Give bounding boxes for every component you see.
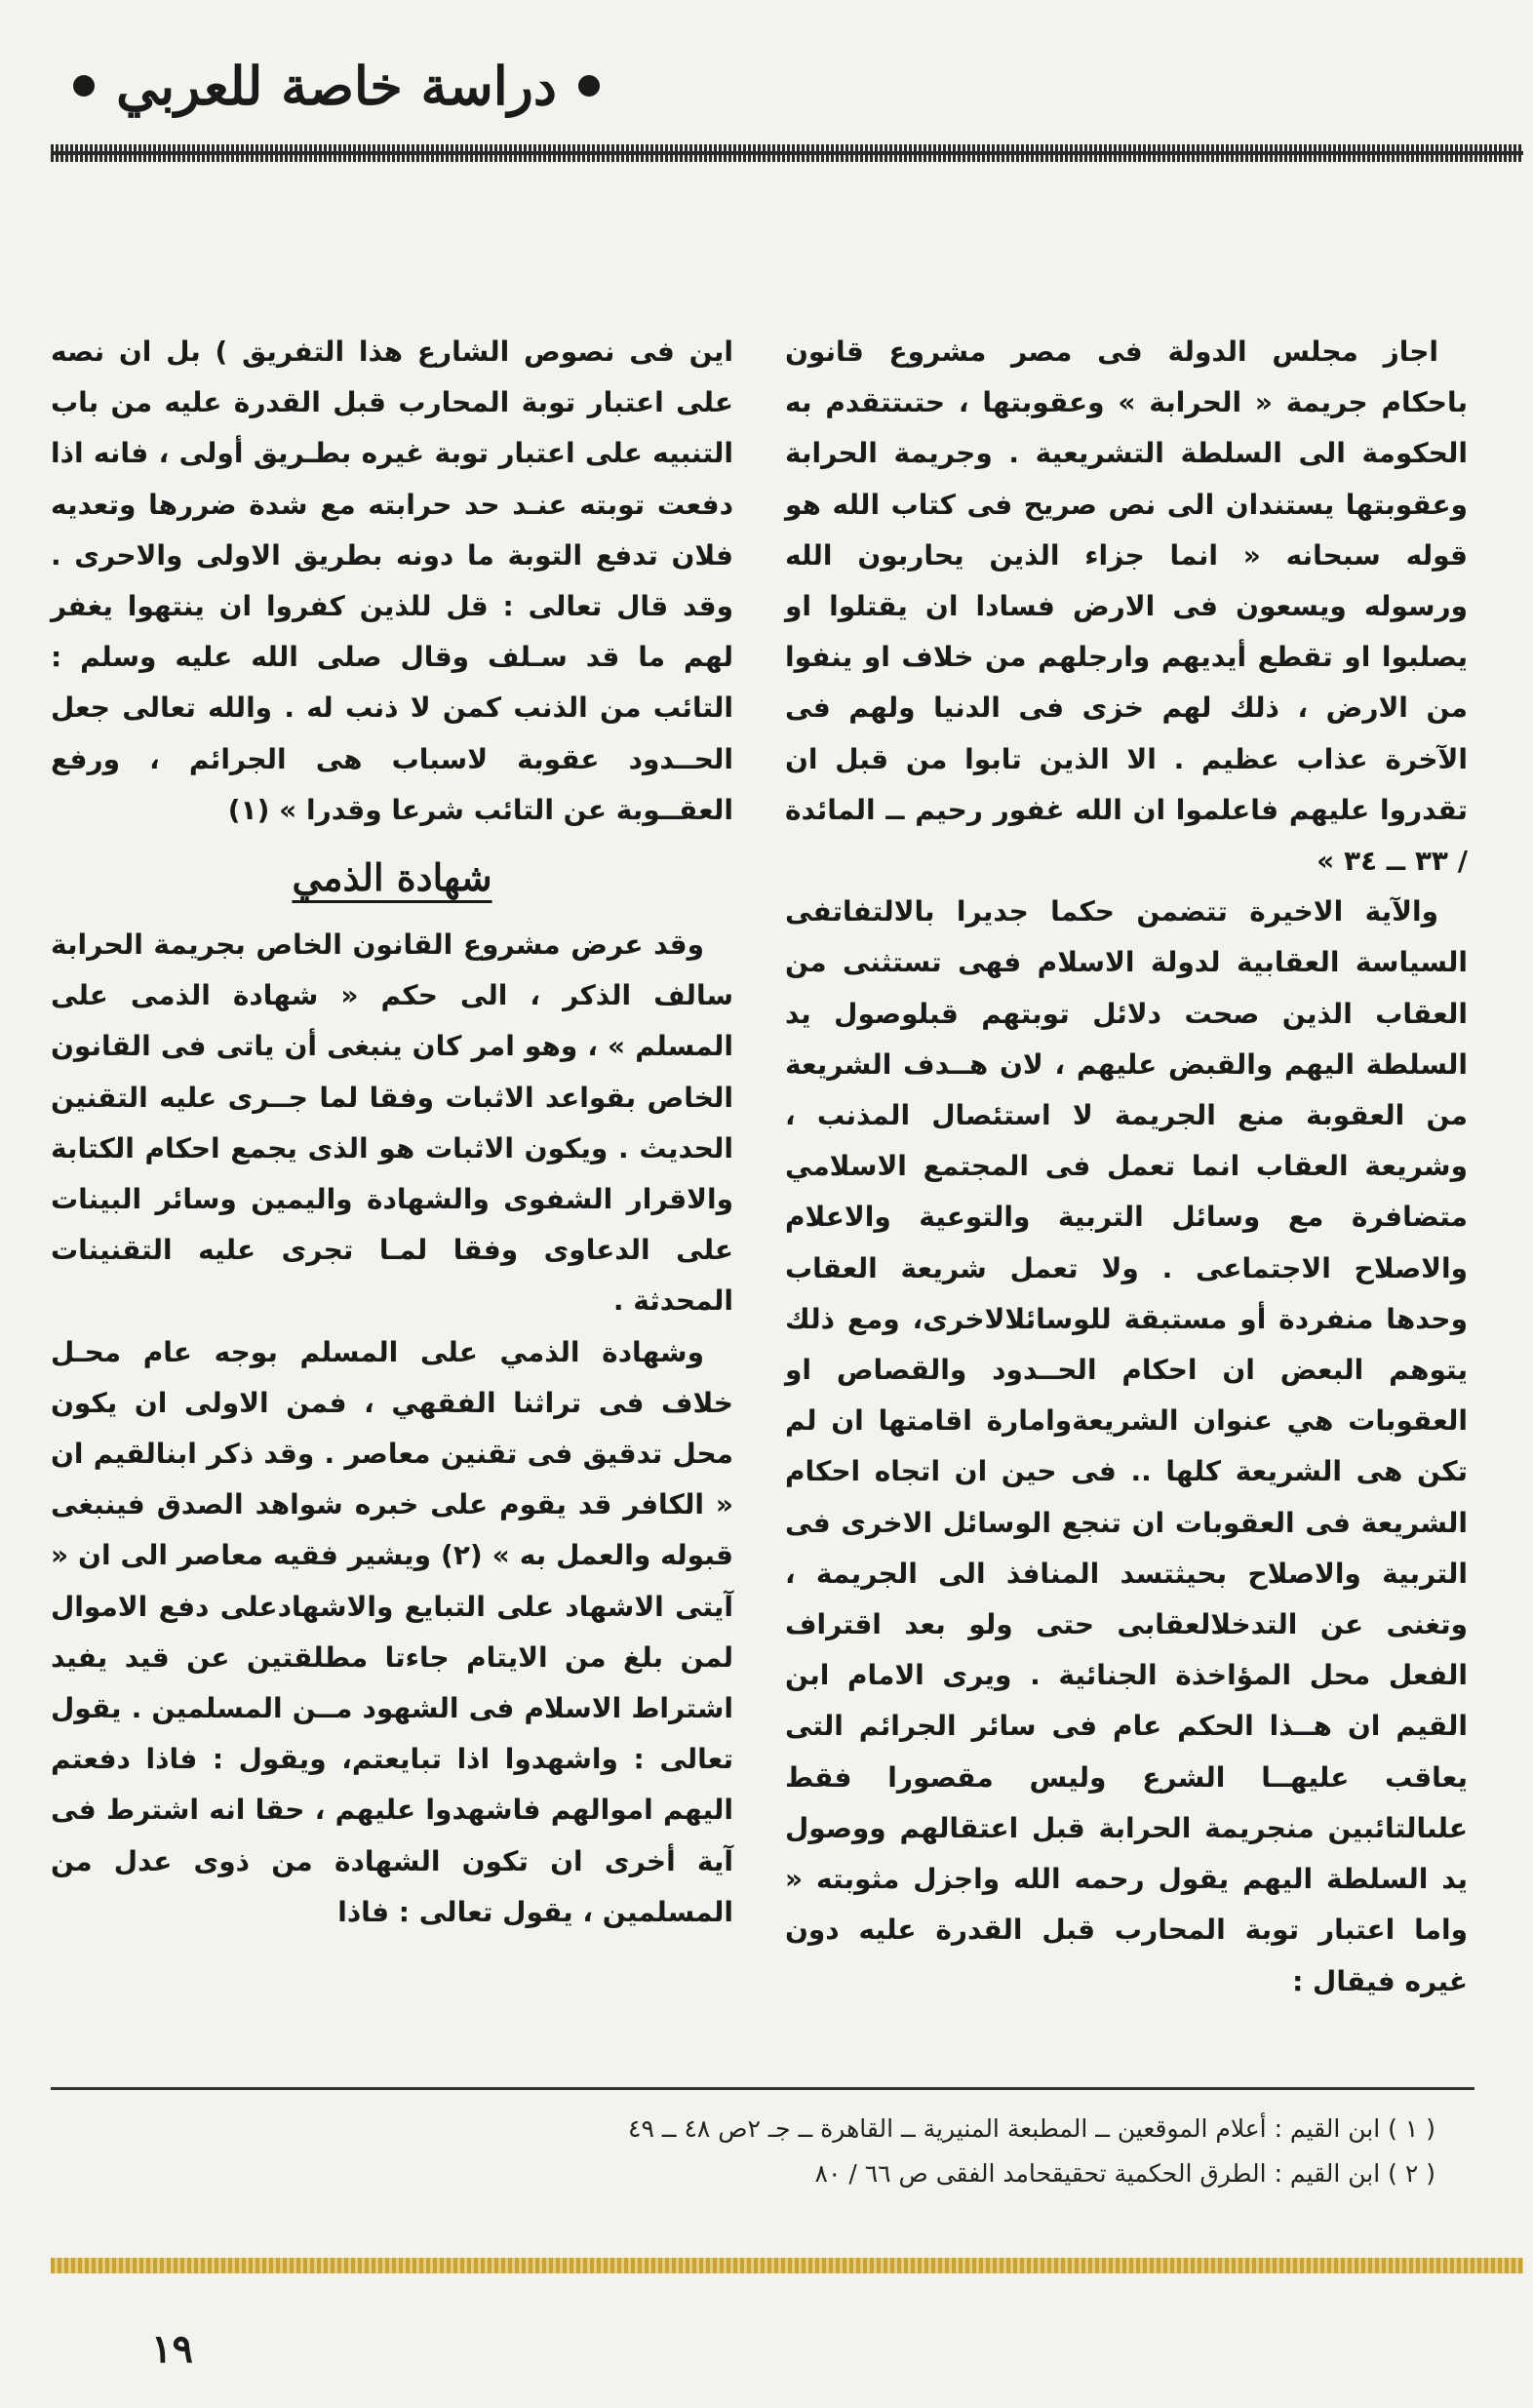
paragraph: اين فى نصوص الشارع هذا التفريق ) بل ان نصه على اعتبار توبة المحارب قبل القدرة عليه من باب التنبيه على اعتبار توبة غيره بطـريق أولى ، فانه اذا دفعت توبته عنـد حد حرابته مع شدة ضررها وتعديه فلان تدفع التوبة ما دونه بطريق الاولى والاحرى . وقد قال تعالى : قل للذين كفروا ان ينتهوا يغفر لهم ما قد سـلف وقال صلى الله عليه وسلم : التائب من الذنب كمن لا ذنب له . والله تعالى جعل الحــدود عقوبة لاسباب هى الجرائم ، ورفع العقــوبة عن التائب شرعا وقدرا » (١): [51, 336, 733, 826]
footnote-1: ( ١ ) ابن القيم : أعلام الموقعين ــ المطبعة المنيرية ــ القاهرة ــ جـ ٢ص ٤٨ ــ ٤٩: [628, 2114, 1435, 2143]
footnote-2: ( ٢ ) ابن القيم : الطرق الحكمية تحقيقحامد الفقى ص ٦٦ / ٨٠: [814, 2159, 1435, 2188]
left-column: [51, 327, 733, 1938]
paragraph: والآية الاخيرة تتضمن حكما جديرا بالالتفاتفى السياسة العقابية لدولة الاسلام فهى تستثنى من العقاب الذين صحت دلائل توبتهم قبلوصول يد السلطة اليهم والقبض عليهم ، لان هــدف الشريعة من العقوبة منع الجريمة لا استئصال المذنب ، وشريعة العقاب انما تعمل فى المجتمع الاسلامي متضافرة مع وسائل التربية والتوعية والاعلام والاصلاح الاجتماعى . ولا تعمل شريعة العقاب وحدها منفردة أو مستبقة للوسائلالاخرى، ومع ذلك يتوهم البعض ان احكام الحــدود والقصاص او العقوبات هي عنوان الشريعةوامارة اقامتها ان لم تكن هى الشريعة كلها .. فى حين ان اتجاه احكام الشريعة فى العقوبات ان تنجع الوسائل الاخرى فى التربية والاصلاح بحيثتسد المنافذ الى الجريمة ، وتغنى عن التدخلالعقابى حتى ولو بعد اقتراف الفعل محل المؤاخذة الجنائية . ويرى الامام ابن القيم ان هــذا الحكم عام فى سائر الجرائم التى يعاقب عليهــا الشرع وليس مقصورا فقط علىالتائبين منجريمة الحرابة قبل اعتقالهم ووصول يد السلطة اليهم يقول رحمه الله واجزل مثوبته « واما اعتبار توبة المحارب قبل القدرة عليه دون غيره فيقال :: [785, 895, 1468, 1997]
footnotes: [51, 2107, 1435, 2196]
section-heading: شهادة الذمي: [292, 855, 492, 900]
footnote-rule: [51, 2087, 1474, 2090]
header-title: دراسة خاصة للعربي: [116, 55, 557, 117]
header-title-block: [54, 47, 619, 125]
right-column: [785, 327, 1468, 2007]
paragraph: وشهادة الذمي على المسلم بوجه عام محـل خلاف فى تراثنا الفقهي ، فمن الاولى ان يكون محل تدقيق فى تقنين معاصر . وقد ذكر ابنالقيم ان « الكافر قد يقوم على خبره شواهد الصدق فينبغى قبوله والعمل به » (٢) ويشير فقيه معاصر الى ان « آيتى الاشهاد على التبايع والاشهادعلى دفع الاموال لمن بلغ من الايتام جاءتا مطلقتين عن قيد يفيد اشتراط الاسلام فى الشهود مــن المسلمين . يقول تعالى : واشهدوا اذا تبايعتم، ويقول : فاذا دفعتم اليهم اموالهم فاشهدوا عليهم ، حقا انه اشترط فى آية أخرى ان تكون الشهادة من ذوى عدل من المسلمين ، يقول تعالى : فاذا: [51, 1335, 733, 1928]
bullet-dot-icon: [73, 75, 95, 97]
bullet-dot-icon: [578, 75, 600, 97]
paragraph: اجاز مجلس الدولة فى مصر مشروع قانون باحكام جريمة « الحرابة » وعقوبتها ، حتىتتقدم به الحكومة الى السلطة التشريعية . وجريمة الحرابة وعقوبتها يستندان الى نص صريح فى كتاب الله هو قوله سبحانه « انما جزاء الذين يحاربون الله ورسوله ويسعون فى الارض فسادا ان يقتلوا او يصلبوا او تقطع أيديهم وارجلهم من خلاف او ينفوا من الارض ، ذلك لهم خزى فى الدنيا ولهم فى الآخرة عذاب عظيم . الا الذين تابوا من قبل ان تقدروا عليهم فاعلموا ان الله غفور رحيم ــ المائدة / ٣٣ ــ ٣٤ »: [785, 336, 1468, 878]
page-header: [0, 20, 1533, 146]
page-number: ١٩: [151, 2326, 193, 2372]
header-rule: [51, 144, 1523, 162]
paragraph: وقد عرض مشروع القانون الخاص بجريمة الحرابة سالف الذكر ، الى حكم « شهادة الذمى على المسلم » ، وهو امر كان ينبغى أن ياتى فى القانون الخاص بقواعد الاثبات وفقا لما جــرى عليه التقنين الحديث . ويكون الاثبات هو الذى يجمع احكام الكتابة والاقرار الشفوى والشهادة واليمين وسائر البينات على الدعاوى وفقا لمـا تجرى عليه التقنينات المحدثة .: [51, 928, 733, 1318]
footer-rule: [51, 2258, 1523, 2273]
